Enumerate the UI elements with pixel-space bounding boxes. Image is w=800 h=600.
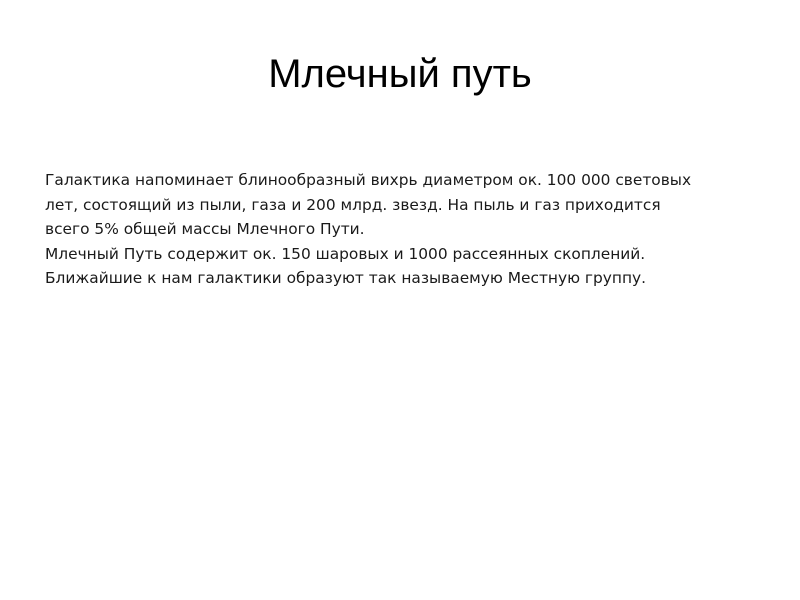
slide-body-text xyxy=(45,168,760,291)
paragraph-1-line-2: лет, состоящий из пыли, газа и 200 млрд. звезд. На пыль и газ приходится xyxy=(45,195,661,214)
paragraph-2-line-1: Млечный Путь содержит ок. 150 шаровых и 1000 рассеянных скоплений. xyxy=(45,244,646,263)
slide-title: Млечный путь xyxy=(268,52,532,96)
paragraph-1-line-1: Галактика напоминает блинообразный вихрь диаметром ок. 100 000 световых xyxy=(45,171,692,189)
paragraph-1-line-3: всего 5% общей массы Млечного Пути. xyxy=(45,220,365,238)
paragraph-2-line-2: Ближайшие к нам галактики образуют так называемую Местную группу. xyxy=(45,269,647,287)
